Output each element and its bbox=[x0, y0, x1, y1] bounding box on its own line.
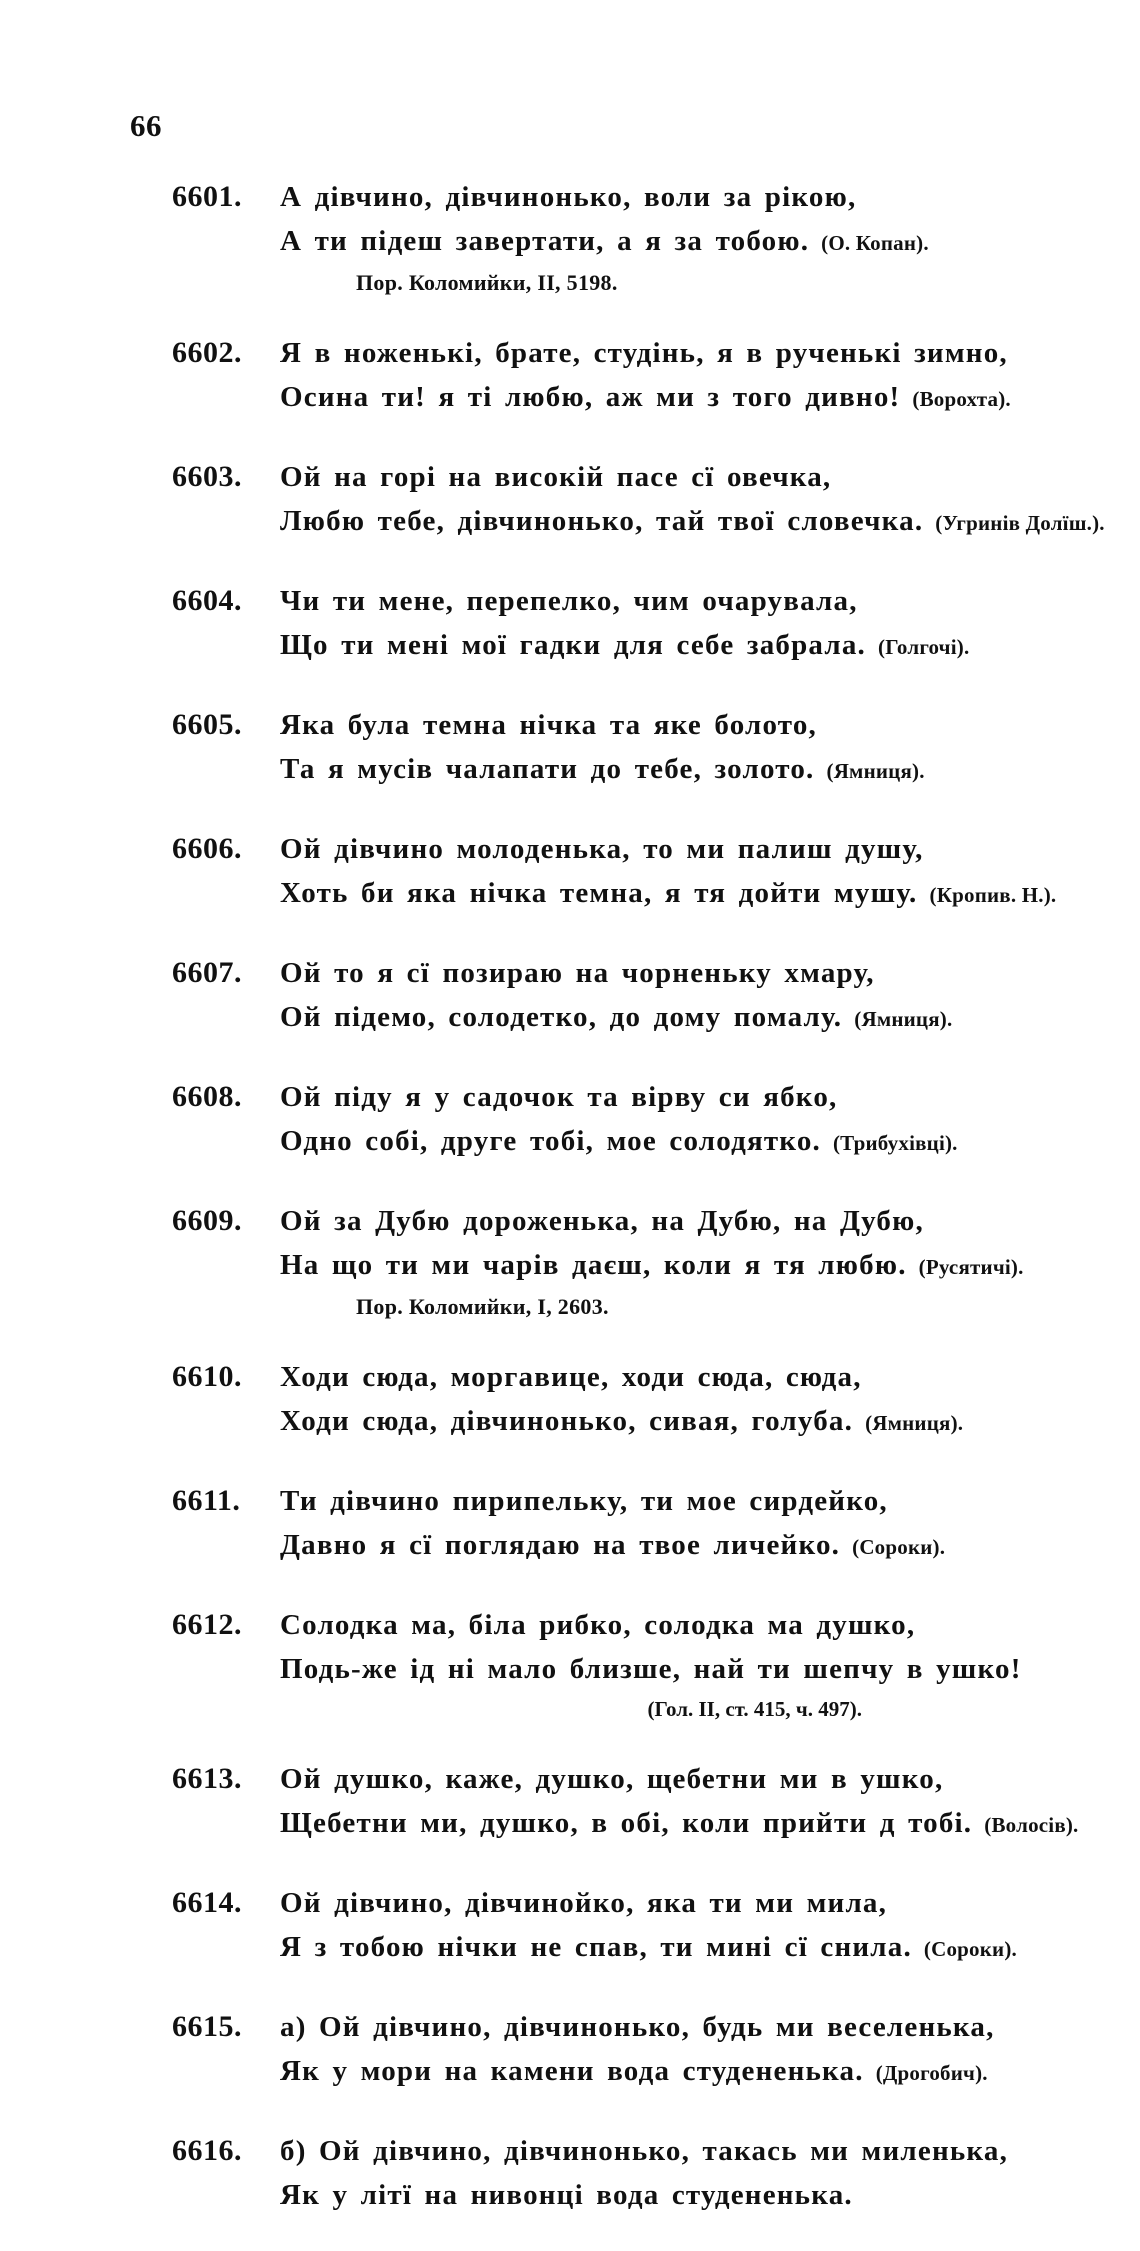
verse-line-2-text: Та я мусів чалапати до тебе, золото. bbox=[280, 753, 815, 785]
song-entry bbox=[172, 1355, 1072, 1445]
verse-line-2 bbox=[280, 1925, 1072, 1971]
verse-line-1: Я в ноженькі, брате, студінь, я в рученькі зимно, bbox=[280, 337, 1008, 369]
entry-body bbox=[280, 827, 1072, 917]
verse-line-2 bbox=[280, 1647, 1072, 1691]
source-village: (Ямниця). bbox=[865, 1411, 964, 1435]
entry-body bbox=[280, 1603, 1072, 1727]
song-entry bbox=[172, 1603, 1072, 1727]
song-entry bbox=[172, 1199, 1072, 1325]
entry-body bbox=[280, 175, 1072, 301]
entry-number: 6601. bbox=[172, 180, 242, 213]
verse-line-1: Ходи сюда, моргавице, ходи сюда, сюда, bbox=[280, 1361, 862, 1393]
entry-number: 6611. bbox=[172, 1484, 241, 1517]
verse-line-1: А дівчино, дівчинонько, воли за рікою, bbox=[280, 181, 857, 213]
source-village: (Угринів Долїш.). bbox=[935, 511, 1105, 535]
verse-line-2-text: Як у літї на нивонці вода студененька. bbox=[280, 2179, 853, 2211]
verse-line-2-text: Любю тебе, дівчинонько, тай твої словечка. bbox=[280, 505, 924, 537]
entry-body bbox=[280, 1757, 1079, 1847]
verse-line-2-text: Ой підемо, солодетко, до дому помалу. bbox=[280, 1001, 843, 1033]
verse-line-2 bbox=[280, 1399, 1072, 1445]
verse-line-2-text: Хоть би яка нічка темна, я тя дойти мушу. bbox=[280, 877, 918, 909]
source-village: (Сороки). bbox=[852, 1535, 946, 1559]
song-entry bbox=[172, 455, 1105, 545]
source-village: (Волосів). bbox=[984, 1813, 1079, 1837]
source-village: (Голгочі). bbox=[878, 635, 970, 659]
entry-body bbox=[280, 331, 1072, 421]
source-village: (Ямниця). bbox=[826, 759, 925, 783]
song-entry bbox=[172, 951, 1072, 1041]
source-village: (Трибухівці). bbox=[832, 1131, 958, 1155]
source-village: (Ворохта). bbox=[912, 387, 1011, 411]
verse-line-1: Ой дівчино, дівчинойко, яка ти ми мила, bbox=[280, 1887, 888, 1919]
entry-number: 6603. bbox=[172, 460, 242, 493]
entry-number: 6606. bbox=[172, 832, 242, 865]
verse-line-1: Чи ти мене, перепелко, чим очарувала, bbox=[280, 585, 858, 617]
verse-line-2-text: Ходи сюда, дівчинонько, сивая, голуба. bbox=[280, 1405, 854, 1437]
source-village: (Ямниця). bbox=[854, 1007, 953, 1031]
verse-line-2-text: Що ти мені мої гадки для себе забрала. bbox=[280, 629, 866, 661]
verse-line-2 bbox=[280, 871, 1072, 917]
song-entry bbox=[172, 1479, 1072, 1569]
verse-line-2-text: Щебетни ми, душко, в обі, коли прийти д тобі. bbox=[280, 1807, 973, 1839]
song-entry bbox=[172, 827, 1072, 917]
verse-line-2 bbox=[280, 623, 1072, 669]
cross-reference: Пор. Коломийки, II, 5198. bbox=[356, 270, 618, 295]
verse-line-2 bbox=[280, 995, 1072, 1041]
verse-line-2-text: Подь-же ід ні мало близше, най ти шепчу в ушко! bbox=[280, 1653, 1022, 1685]
source-village: (Русятичі). bbox=[918, 1255, 1024, 1279]
entry-body bbox=[280, 1075, 1072, 1165]
verse-line-1: Ой душко, каже, душко, щебетни ми в ушко, bbox=[280, 1763, 944, 1795]
verse-line-1: Ти дівчино пирипельку, ти мое сирдейко, bbox=[280, 1485, 888, 1517]
entry-body bbox=[280, 1881, 1072, 1971]
verse-line-2 bbox=[280, 375, 1072, 421]
entry-body bbox=[280, 2005, 1072, 2095]
source-village: (Кропив. Н.). bbox=[929, 883, 1057, 907]
verse-line-1: Яка була темна нічка та яке болото, bbox=[280, 709, 818, 741]
entry-number: 6610. bbox=[172, 1360, 242, 1393]
entry-body bbox=[280, 1199, 1072, 1325]
entries-list bbox=[172, 175, 1105, 2251]
entry-number: 6616. bbox=[172, 2134, 242, 2167]
entry-number: 6614. bbox=[172, 1886, 242, 1919]
verse-line-2-text: Осина ти! я ті любю, аж ми з того дивно! bbox=[280, 381, 901, 413]
verse-line-2-text: А ти підеш завертати, а я за тобою. bbox=[280, 225, 810, 257]
verse-line-1: Ой на горі на високій пасе сї овечка, bbox=[280, 461, 832, 493]
entry-body bbox=[280, 951, 1072, 1041]
entry-number: 6602. bbox=[172, 336, 242, 369]
verse-line-2-text: Як у мори на камени вода студененька. bbox=[280, 2055, 864, 2087]
verse-line-2 bbox=[280, 2049, 1072, 2095]
entry-number: 6604. bbox=[172, 584, 242, 617]
song-entry bbox=[172, 1757, 1079, 1847]
entry-body bbox=[280, 455, 1105, 545]
song-entry bbox=[172, 2005, 1072, 2095]
verse-line-1: б) Ой дівчино, дівчинонько, такась ми миленька, bbox=[280, 2135, 1009, 2167]
verse-line-2 bbox=[280, 1243, 1072, 1289]
song-entry bbox=[172, 331, 1072, 421]
verse-line-2-text: На що ти ми чарів даєш, коли я тя любю. bbox=[280, 1249, 907, 1281]
verse-line-2 bbox=[280, 499, 1105, 545]
source-village: (Дрогобич). bbox=[875, 2061, 988, 2085]
verse-line-2 bbox=[280, 1523, 1072, 1569]
song-entry bbox=[172, 703, 1072, 793]
song-entry bbox=[172, 2129, 1072, 2217]
entry-number: 6612. bbox=[172, 1608, 242, 1641]
song-entry bbox=[172, 175, 1072, 301]
verse-line-2 bbox=[280, 1801, 1079, 1847]
verse-line-2 bbox=[280, 2173, 1072, 2217]
verse-line-2-text: Одно собі, друге тобі, мое солодятко. bbox=[280, 1125, 821, 1157]
entry-number: 6613. bbox=[172, 1762, 242, 1795]
entry-body bbox=[280, 703, 1072, 793]
verse-line-2-text: Я з тобою нічки не спав, ти мині сї снила. bbox=[280, 1931, 912, 1963]
cross-reference: Пор. Коломийки, I, 2603. bbox=[356, 1294, 609, 1319]
entry-number: 6605. bbox=[172, 708, 242, 741]
source-village: (Сороки). bbox=[923, 1937, 1018, 1961]
song-entry bbox=[172, 1881, 1072, 1971]
verse-line-1: Ой за Дубю дороженька, на Дубю, на Дубю, bbox=[280, 1205, 924, 1237]
verse-line-2 bbox=[280, 747, 1072, 793]
entry-number: 6609. bbox=[172, 1204, 242, 1237]
verse-line-1: Солодка ма, біла рибко, солодка ма душко, bbox=[280, 1609, 916, 1641]
verse-line-1: Ой то я сї позираю на чорненьку хмару, bbox=[280, 957, 875, 989]
song-entry bbox=[172, 579, 1072, 669]
entry-number: 6607. bbox=[172, 956, 242, 989]
verse-line-1: а) Ой дівчино, дівчинонько, будь ми веселенька, bbox=[280, 2011, 995, 2043]
verse-line-2-text: Давно я сї поглядаю на твое личейко. bbox=[280, 1529, 841, 1561]
entry-body bbox=[280, 1479, 1072, 1569]
entry-number: 6608. bbox=[172, 1080, 242, 1113]
verse-line-2 bbox=[280, 219, 1072, 265]
entry-body bbox=[280, 1355, 1072, 1445]
page-number: 66 bbox=[130, 108, 162, 143]
source-citation: (Гол. II, ст. 415, ч. 497). bbox=[647, 1697, 862, 1721]
entry-body bbox=[280, 579, 1072, 669]
song-entry bbox=[172, 1075, 1072, 1165]
entry-body bbox=[280, 2129, 1072, 2217]
verse-line-1: Ой піду я у садочок та вірву си ябко, bbox=[280, 1081, 838, 1113]
source-village: (О. Копан). bbox=[821, 231, 929, 255]
verse-line-2 bbox=[280, 1119, 1072, 1165]
entry-number: 6615. bbox=[172, 2010, 242, 2043]
verse-line-1: Ой дівчино молоденька, то ми палиш душу, bbox=[280, 833, 924, 865]
